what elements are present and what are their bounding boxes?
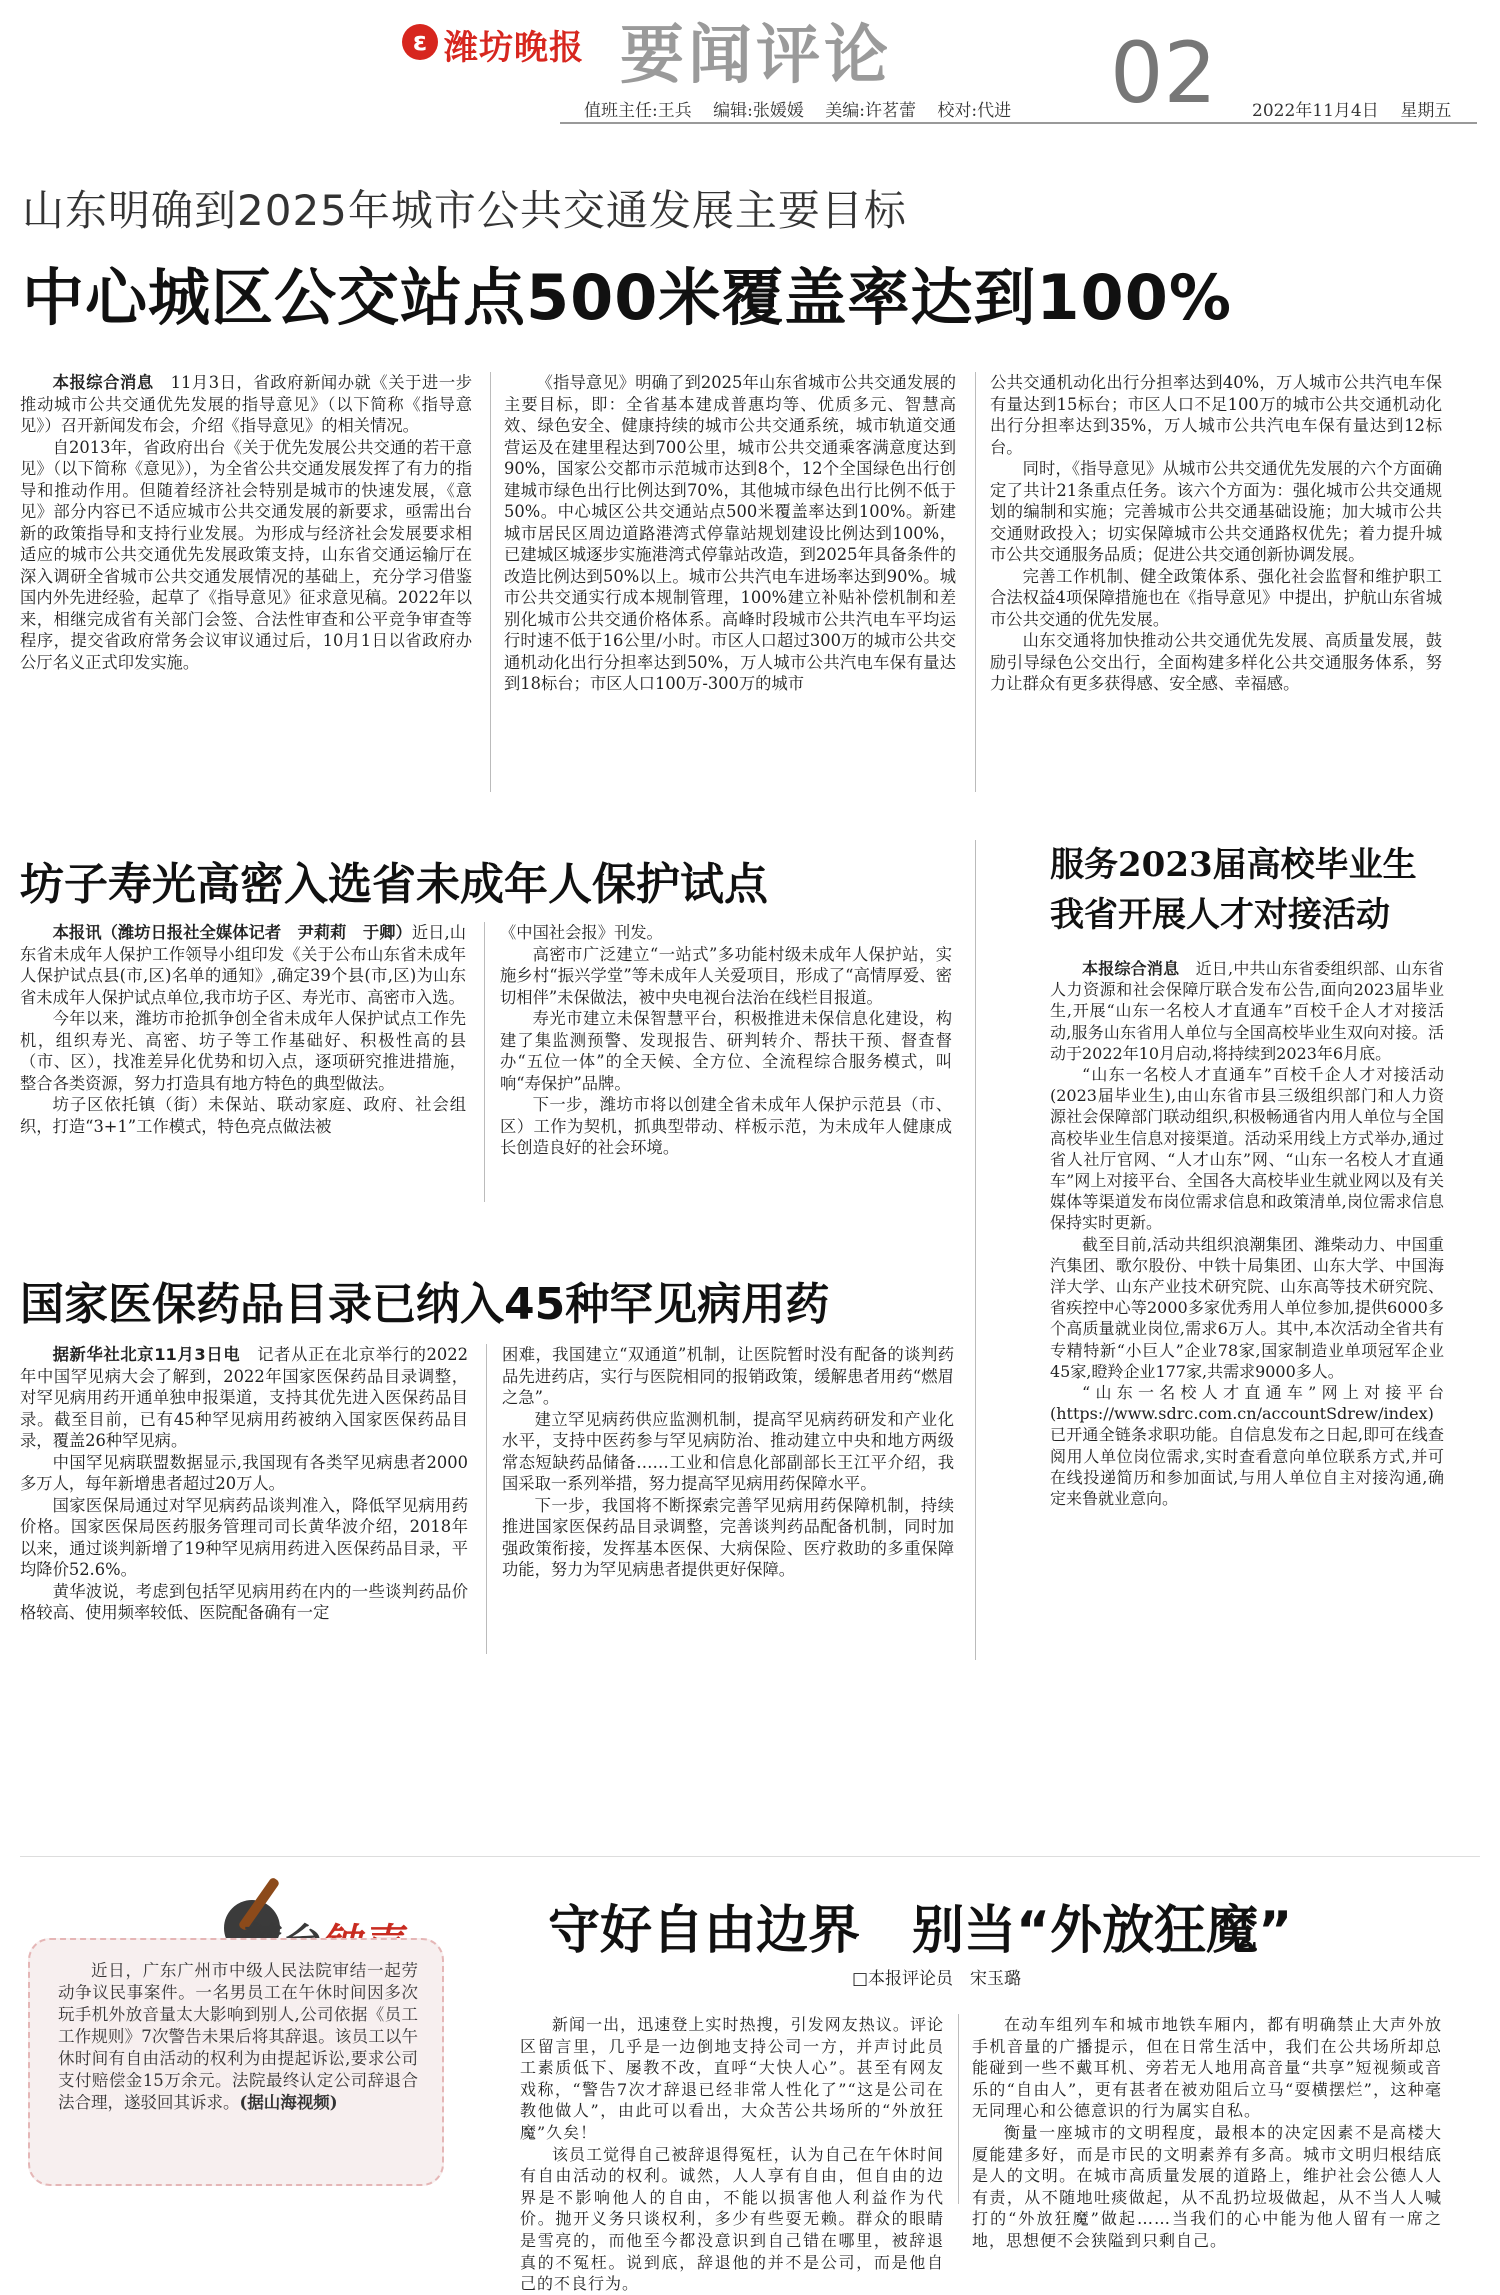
commentary-title: 守好自由边界 别当“外放狂魔” [548, 1901, 1293, 1961]
medicine-paragraph: 困难，我国建立“双通道”机制，让医院暂时没有配备的谈判药品先进药店，实行与医院相同的报销政策，缓解患者用药“燃眉之急”。 [502, 1345, 954, 1407]
commentary-paragraph: 衡量一座城市的文明程度，最根本的决定因素不是高楼大厦能建多好，而是市民的文明素养有多高。城市文明归根结底是人的文明。在城市高质量发展的道路上，维护社会公德人人有责，从不随地吐痰做起，从不乱扔垃圾做起，从不当人人喊打的“外放狂魔”做起……当我们的心中能为他人留有一席之地，思想便不会狭隘到只剩自己。 [972, 2122, 1442, 2250]
protection-paragraph: 寿光市建立未保智慧平台，积极推进未保信息化建设，构建了集监测预警、发现报告、研判转介、帮扶干预、督查督办“五位一体”的全天候、全方位、全流程综合服务模式，叫响“寿保护”品牌。 [500, 1009, 952, 1093]
paper-logo-icon: ε [402, 24, 438, 60]
lead-paragraph: 同时，《指导意见》从城市公共交通优先发展的六个方面确定了共计21条重点任务。该六个方面为：强化城市公共交通规划的编制和实施；完善城市公共交通基础设施；加大城市公共交通财政投入；切实保障城市公共交通路权优先；着力提升城市公共交通服务品质；促进公共交通创新协调发展。 [990, 459, 1442, 564]
talent-title-line2: 我省开展人才对接活动 [1050, 895, 1390, 935]
medicine-paragraph: 国家医保局通过对罕见病药品谈判准入，降低罕见病用药价格。国家医保局医药服务管理司司长黄华波介绍，2018年以来，通过谈判新增了19种罕见病用药进入医保药品目录，平均降价52.6%。 [20, 1495, 468, 1579]
staff-duty: 值班主任:王兵 [584, 101, 692, 121]
talent-title [1050, 840, 1417, 940]
column-rule [975, 372, 976, 792]
lead-byline: 本报综合消息 [52, 373, 154, 392]
commentary-rule [20, 1856, 1480, 1857]
column-rule [975, 840, 976, 1660]
commentary-paragraph: 新闻一出，迅速登上实时热搜，引发网友热议。评论区留言里，几乎是一边倒地支持公司一方，并声讨此员工素质低下、屡教不改，直呼“大快人心”。甚至有网友戏称，“警告7次才辞退已经非常人性化了”“这是公司在教他做人”，由此可以看出，大众苦公共场所的“外放狂魔”久矣！ [520, 2015, 944, 2142]
column-rule [490, 372, 491, 792]
staff-editor: 编辑:张媛媛 [713, 101, 804, 121]
column-rule [486, 1344, 487, 1654]
header-rule [560, 122, 1477, 124]
protection-paragraph: 近日,山东省未成年人保护工作领导小组印发《关于公布山东省未成年人保护试点县(市,区)名单的通知》,确定39个县(市,区)为山东省未成年人保护试点单位,我市坊子区、寿光市、高密市入选。 [20, 923, 466, 1007]
lead-paragraph: 公共交通机动化出行分担率达到40%，万人城市公共汽电车保有量达到15标台；市区人口不足100万的城市公共交通机动化出行分担率达到35%，万人城市公共汽电车保有量达到12标台。 [990, 373, 1442, 457]
paper-name: 潍坊晚报 [444, 28, 584, 68]
column-rule [484, 922, 485, 1202]
protection-byline: 本报讯（潍坊日报社全媒体记者 尹莉莉 于卿） [52, 923, 412, 942]
staff-art-editor: 美编:许茗蕾 [825, 101, 917, 121]
lead-column-2 [504, 372, 956, 695]
protection-title: 坊子寿光高密入选省未成年人保护试点 [20, 859, 768, 910]
commentary-byline: □本报评论员 宋玉璐 [852, 1969, 1022, 1989]
lead-paragraph: 自2013年，省政府出台《关于优先发展公共交通的若干意见》（以下简称《意见》），为全省公共交通发展发挥了有力的指导和推动作用。但随着经济社会特别是城市的快速发展，《意见》部分内容已不适应城市公共交通发展的新要求，亟需出台新的政策指导和支持行业发展。为形成与经济社会发展要求相适应的城市公共交通优先发展政策支持，山东省交通运输厅在深入调研全省城市公共交通发展情况的基础上，充分学习借鉴国内外先进经验，起草了《指导意见》征求意见稿。2022年以来，相继完成省有关部门会签、合法性审查和公平竞争审查等程序，提交省政府常务会议审议通过后，10月1日以省政府办公厅名义正式印发实施。 [20, 437, 472, 672]
lead-paragraph: 完善工作机制、健全政策体系、强化社会监督和维护职工合法权益4项保障措施也在《指导意见》中提出，护航山东省城市公共交通的优先发展。 [990, 566, 1442, 629]
lead-column-3 [990, 372, 1442, 695]
lead-paragraph: 《指导意见》明确了到2025年山东省城市公共交通发展的主要目标，即：全省基本建成普惠均等、优质多元、智慧高效、绿色安全、健康持续的城市公共交通系统，城市轨道交通营运及在建里程达到700公里，城市公共交通乘客满意度达到90%，国家公交都市示范城市达到8个，12个全国绿色出行创建城市绿色出行比例达到70%，其他城市绿色出行比例不低于50%。中心城区公共交通站点500米覆盖率达到100%。新建城市居民区周边道路港湾式停靠站规划建设比例达到100%，已建城区城逐步实施港湾式停靠站改造，到2025年具备条件的改造比例达到50%以上。城市公共汽电车进场率达到90%。城市公共交通实行成本规制管理，100%建立补贴补偿机制和差别化城市公共交通价格体系。高峰时段城市公共汽电车平均运行时速不低于16公里/小时。市区人口超过300万的城市公共交通机动化出行分担率达到50%，万人城市公共汽电车保有量达到18标台；市区人口100万-300万的城市 [504, 373, 956, 693]
issue-date-text: 2022年11月4日 [1252, 101, 1379, 121]
medicine-paragraph: 中国罕见病联盟数据显示,我国现有各类罕见病患者2000多万人，每年新增患者超过20万人。 [20, 1452, 468, 1493]
talent-paragraph: “山东一名校人才直通车”百校千企人才对接活动(2023届毕业生),由山东省市县三级组织部门和人力资源社会保障部门联动组织,积极畅通省内用人单位与全国高校毕业生信息对接渠道。活动采用线上方式举办,通过省人社厅官网、“人才山东”网、“山东一名校人才直通车”网上对接平台、全国各大高校毕业生就业网以及有关媒体等渠道发布岗位需求信息和政策清单,岗位需求信息保持实时更新。 [1050, 1065, 1444, 1233]
section-title: 要闻评论 [620, 19, 892, 93]
talent-paragraph: 近日,中共山东省委组织部、山东省人力资源和社会保障厅联合发布公告,面向2023届毕业生,开展“山东一名校人才直通车”百校千企人才对接活动,服务山东省用人单位与全国高校毕业生双向对接。活动于2022年10月启动,将持续到2023年6月底。 [1050, 959, 1444, 1063]
lead-paragraph: 11月3日，省政府新闻办就《关于进一步推动城市公共交通优先发展的指导意见》（以下简称《指导意见》）召开新闻发布会，介绍《指导意见》的相关情况。 [20, 373, 472, 435]
medicine-paragraph: 黄华波说，考虑到包括罕见病用药在内的一些谈判药品价格较高、使用频率较低、医院配备确有一定 [20, 1581, 468, 1622]
staff-line [584, 96, 1027, 121]
column-rule [958, 2014, 959, 2204]
protection-column-2 [500, 922, 952, 1159]
commentary-paragraph: 该员工觉得自己被辞退得冤枉，认为自己在午休时间有自由活动的权利。诚然，人人享有自由，但自由的边界是不影响他人的自由，不能以损害他人利益作为代价。抛开义务只谈权利，多少有些耍无赖。群众的眼睛是雪亮的，而他至今都没意识到自己错在哪里，被辞退真的不冤枉。说到底，辞退他的并不是公司，而是他自己的不良行为。 [520, 2144, 944, 2294]
protection-column-1 [20, 922, 466, 1137]
talent-column [1050, 958, 1444, 1509]
talent-paragraph: “山东一名校人才直通车”网上对接平台(https://www.sdrc.com.cn/accountSdrew/index)已开通全链条求职功能。自信息发布之日起,即可在线查阅用人单位岗位需求,实时查看意向单位联系方式,并可在线投递简历和参加面试,与用人单位自主对接沟通,确定来鲁就业意向。 [1050, 1383, 1444, 1509]
news-quote-text [58, 1960, 418, 2114]
medicine-byline: 据新华社北京11月3日电 [52, 1345, 241, 1364]
news-quote-source: (据山海视频) [239, 2093, 338, 2112]
issue-date [1252, 96, 1451, 121]
medicine-column-1 [20, 1344, 468, 1624]
issue-weekday: 星期五 [1400, 101, 1452, 121]
commentary-column-2 [972, 2014, 1442, 2252]
protection-paragraph: 坊子区依托镇（街）未保站、联动家庭、政府、社会组织，打造“3+1”工作模式，特色亮点做法被 [20, 1095, 466, 1136]
medicine-column-2 [502, 1344, 954, 1581]
protection-paragraph: 今年以来，潍坊市抢抓争创全省未成年人保护试点工作先机，组织寿光、高密、坊子等工作基础好、积极性高的县（市、区），找准差异化优势和切入点，逐项研究推进措施，整合各类资源，努力打造具有地方特色的典型做法。 [20, 1009, 466, 1093]
news-quote-body: 近日，广东广州市中级人民法院审结一起劳动争议民事案件。一名男员工在午休时间因多次玩手机外放音量太大影响到别人,公司依据《员工工作规则》7次警告未果后将其辞退。该员工以午休时间有自由活动的权利为由提起诉讼,要求公司支付赔偿金15万余元。法院最终认定公司辞退合法合理，遂驳回其诉求。 [58, 1961, 418, 2112]
commentary-column-1 [520, 2014, 944, 2295]
medicine-paragraph: 下一步，我国将不断探索完善罕见病用药保障机制，持续推进国家医保药品目录调整，完善谈判药品配备机制，同时加强政策衔接，发挥基本医保、大病保险、医疗救助的多重保障功能，努力为罕见病患者提供更好保障。 [502, 1495, 954, 1579]
lead-kicker: 山东明确到2025年城市公共交通发展主要目标 [22, 186, 907, 235]
staff-proofreader: 校对:代进 [937, 101, 1012, 121]
lead-column-1 [20, 372, 472, 673]
medicine-title: 国家医保药品目录已纳入45种罕见病用药 [20, 1279, 830, 1330]
lead-paragraph: 山东交通将加快推动公共交通优先发展、高质量发展，鼓励引导绿色公交出行，全面构建多样化公共交通服务体系，努力让群众有更多获得感、安全感、幸福感。 [990, 631, 1442, 693]
protection-paragraph: 下一步，潍坊市将以创建全省未成年人保护示范县（市、区）工作为契机，抓典型带动、样板示范，为未成年人健康成长创造良好的社会环境。 [500, 1095, 952, 1157]
talent-title-line1: 服务2023届高校毕业生 [1050, 845, 1417, 885]
talent-byline: 本报综合消息 [1082, 959, 1180, 978]
lead-title: 中心城区公交站点500米覆盖率达到100% [22, 261, 1232, 334]
protection-paragraph: 《中国社会报》刊发。 [500, 923, 663, 942]
talent-paragraph: 截至目前,活动共组织浪潮集团、潍柴动力、中国重汽集团、歌尔股份、中铁十局集团、山东大学、中国海洋大学、山东产业技术研究院、山东高等技术研究院、省疾控中心等2000多家优秀用人单位参加,提供6000多个高质量就业岗位,需求6万人。其中,本次活动全省共有专精特新“小巨人”企业78家,国家制造业单项冠军企业45家,瞪羚企业177家,共需求9000多人。 [1050, 1234, 1444, 1381]
medicine-paragraph: 记者从正在北京举行的2022年中国罕见病大会了解到，2022年国家医保药品目录调整，对罕见病用药开通单独申报渠道，支持其优先进入医保药品目录。截至目前，已有45种罕见病用药被纳入国家医保药品目录，覆盖26种罕见病。 [20, 1345, 468, 1450]
page-number: 02 [1110, 24, 1217, 122]
commentary-paragraph: 在动车组列车和城市地铁车厢内，都有明确禁止大声外放手机音量的广播提示，但在日常生活中，我们在公共场所却总能碰到一些不戴耳机、旁若无人地用高音量“共享”短视频或音乐的“自由人”，更有甚者在被劝阻后立马“耍横摆烂”，这种毫无同理心和公德意识的行为属实自私。 [972, 2015, 1442, 2121]
medicine-paragraph: 建立罕见病药供应监测机制，提高罕见病药研发和产业化水平，支持中医药参与罕见病防治、推动建立中央和地方两级常态短缺药品储备……工业和信息化部副部长王江平介绍，我国采取一系列举措，努力提高罕见病用药保障水平。 [502, 1409, 954, 1493]
protection-paragraph: 高密市广泛建立“一站式”多功能村级未成年人保护站，实施乡村“振兴学堂”等未成年人关爱项目，形成了“高情厚爱、密切相伴”未保做法，被中央电视台法治在线栏目报道。 [500, 944, 952, 1007]
